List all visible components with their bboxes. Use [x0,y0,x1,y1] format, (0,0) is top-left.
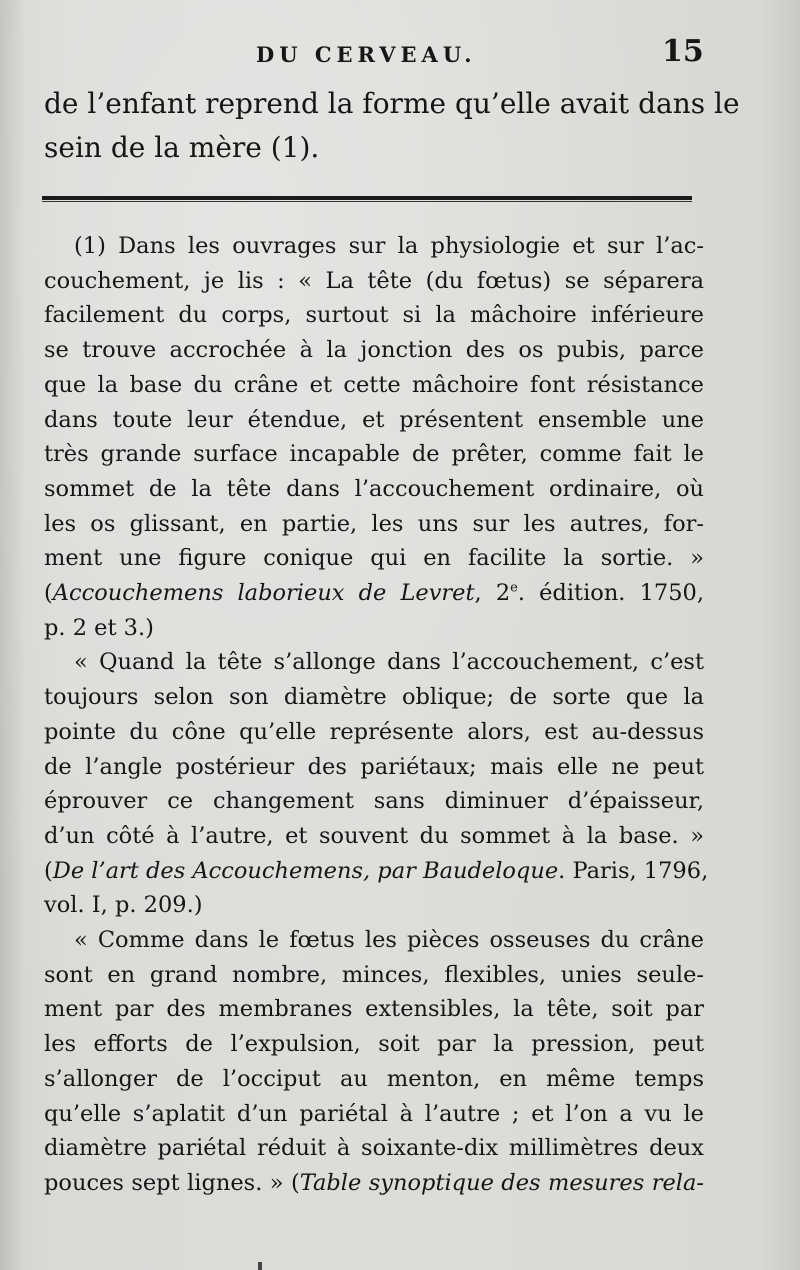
footnote-line [44,541,704,576]
text-segment: diamètre pariétal réduit à soixante-dix millimètres deux [44,1135,704,1162]
text-segment: . édition. 1750, [517,580,704,607]
footnote-line [44,750,704,785]
print-mark [258,1262,262,1270]
footnote-line [44,1131,704,1166]
page-header [0,34,800,74]
text-segment: toujours selon son diamètre oblique; de sorte que la [44,684,704,711]
footnote-line [44,611,704,646]
footnote-line [44,333,704,368]
text-segment: ( [44,580,53,607]
footnote-line [44,229,704,264]
text-segment: pointe du cône qu’elle représente alors, est au-dessus [44,718,704,745]
text-segment: qu’elle s’aplatit d’un pariétal à l’autre ; et l’on a vu le [44,1100,704,1127]
footnote-line [44,507,704,542]
footnote-line [44,437,704,472]
footnote-line [44,923,704,958]
text-segment: ment par des membranes extensibles, la tête, soit par [44,996,704,1023]
footnote-line [44,403,704,438]
text-segment: de l’angle postérieur des pariétaux; mais elle ne peut [44,753,704,780]
footnote-line [44,784,704,819]
text-segment: « Quand la tête s’allonge dans l’accouchement, c’est [74,649,704,676]
citation-title: Table synoptique des mesures rela- [299,1169,704,1196]
text-segment: . Paris, 1796, [558,857,709,884]
text-segment: d’un côté à l’autre, et souvent du sommet à la base. » [44,822,704,849]
footnote-separator-rule [42,196,692,200]
text-segment: se trouve accrochée à la jonction des os pubis, parce [44,337,704,364]
footnote-line [44,1027,704,1062]
text-segment: pouces sept lignes. » ( [44,1169,300,1196]
footnote-line [44,958,704,993]
text-segment: p. 2 et 3.) [44,614,154,641]
footnote-line [44,368,704,403]
text-segment: facilement du corps, surtout si la mâchoire inférieure [44,302,704,329]
text-segment: , 2 [474,580,511,607]
footnote-line [44,472,704,507]
footnote-line [44,298,704,333]
footnote [44,229,709,1201]
text-segment: s’allonger de l’occiput au menton, en même temps [44,1065,704,1092]
text-segment: ( [44,857,53,884]
citation-title: Accouchemens laborieux de Levret [52,580,475,607]
footnote-line [44,1062,704,1097]
page-number: 15 [662,34,704,69]
superscript: e [510,580,518,596]
text-segment: couchement, je lis : « La tête (du fœtus) se séparera [44,267,704,294]
footnote-line [44,645,704,680]
text-segment: que la base du crâne et cette mâchoire font résistance [44,371,704,398]
footnote-line [44,680,704,715]
text-segment: les efforts de l’expulsion, soit par la pression, peut [44,1031,704,1058]
text-segment: « Comme dans le fœtus les pièces osseuses du crâne [74,927,704,954]
footnote-line [44,854,709,889]
citation-title: De l’art des Accouchemens, par Baudeloque [52,857,559,884]
text-segment: (1) Dans les ouvrages sur la physiologie et sur l’ac- [74,233,704,259]
text-segment: ment une figure conique qui en facilite la sortie. » [44,545,704,572]
text-segment: dans toute leur étendue, et présentent ensemble une [44,406,704,433]
footnote-line [44,576,704,611]
main-text-line: de l’enfant reprend la forme qu’elle avait dans le [44,87,740,120]
running-title: DU CERVEAU. [256,42,477,67]
footnote-separator-thin-rule [42,201,692,202]
footnote-line [44,264,704,299]
footnote-line [44,992,704,1027]
main-text-line: sein de la mère (1). [44,131,320,164]
text-segment: sont en grand nombre, minces, flexibles, unies seule- [44,961,704,988]
text-segment: éprouver ce changement sans diminuer d’épaisseur, [44,788,704,815]
text-segment: sommet de la tête dans l’accouchement ordinaire, où [44,475,704,502]
footnote-line [44,1097,704,1132]
footnote-line [44,715,704,750]
footnote-line [44,888,704,923]
text-segment: les os glissant, en partie, les uns sur les autres, for- [44,510,704,537]
main-text [44,82,740,170]
footnote-line [44,1166,704,1201]
text-segment: très grande surface incapable de prêter, comme fait le [44,441,704,468]
text-segment: vol. I, p. 209.) [44,892,203,919]
footnote-line [44,819,704,854]
